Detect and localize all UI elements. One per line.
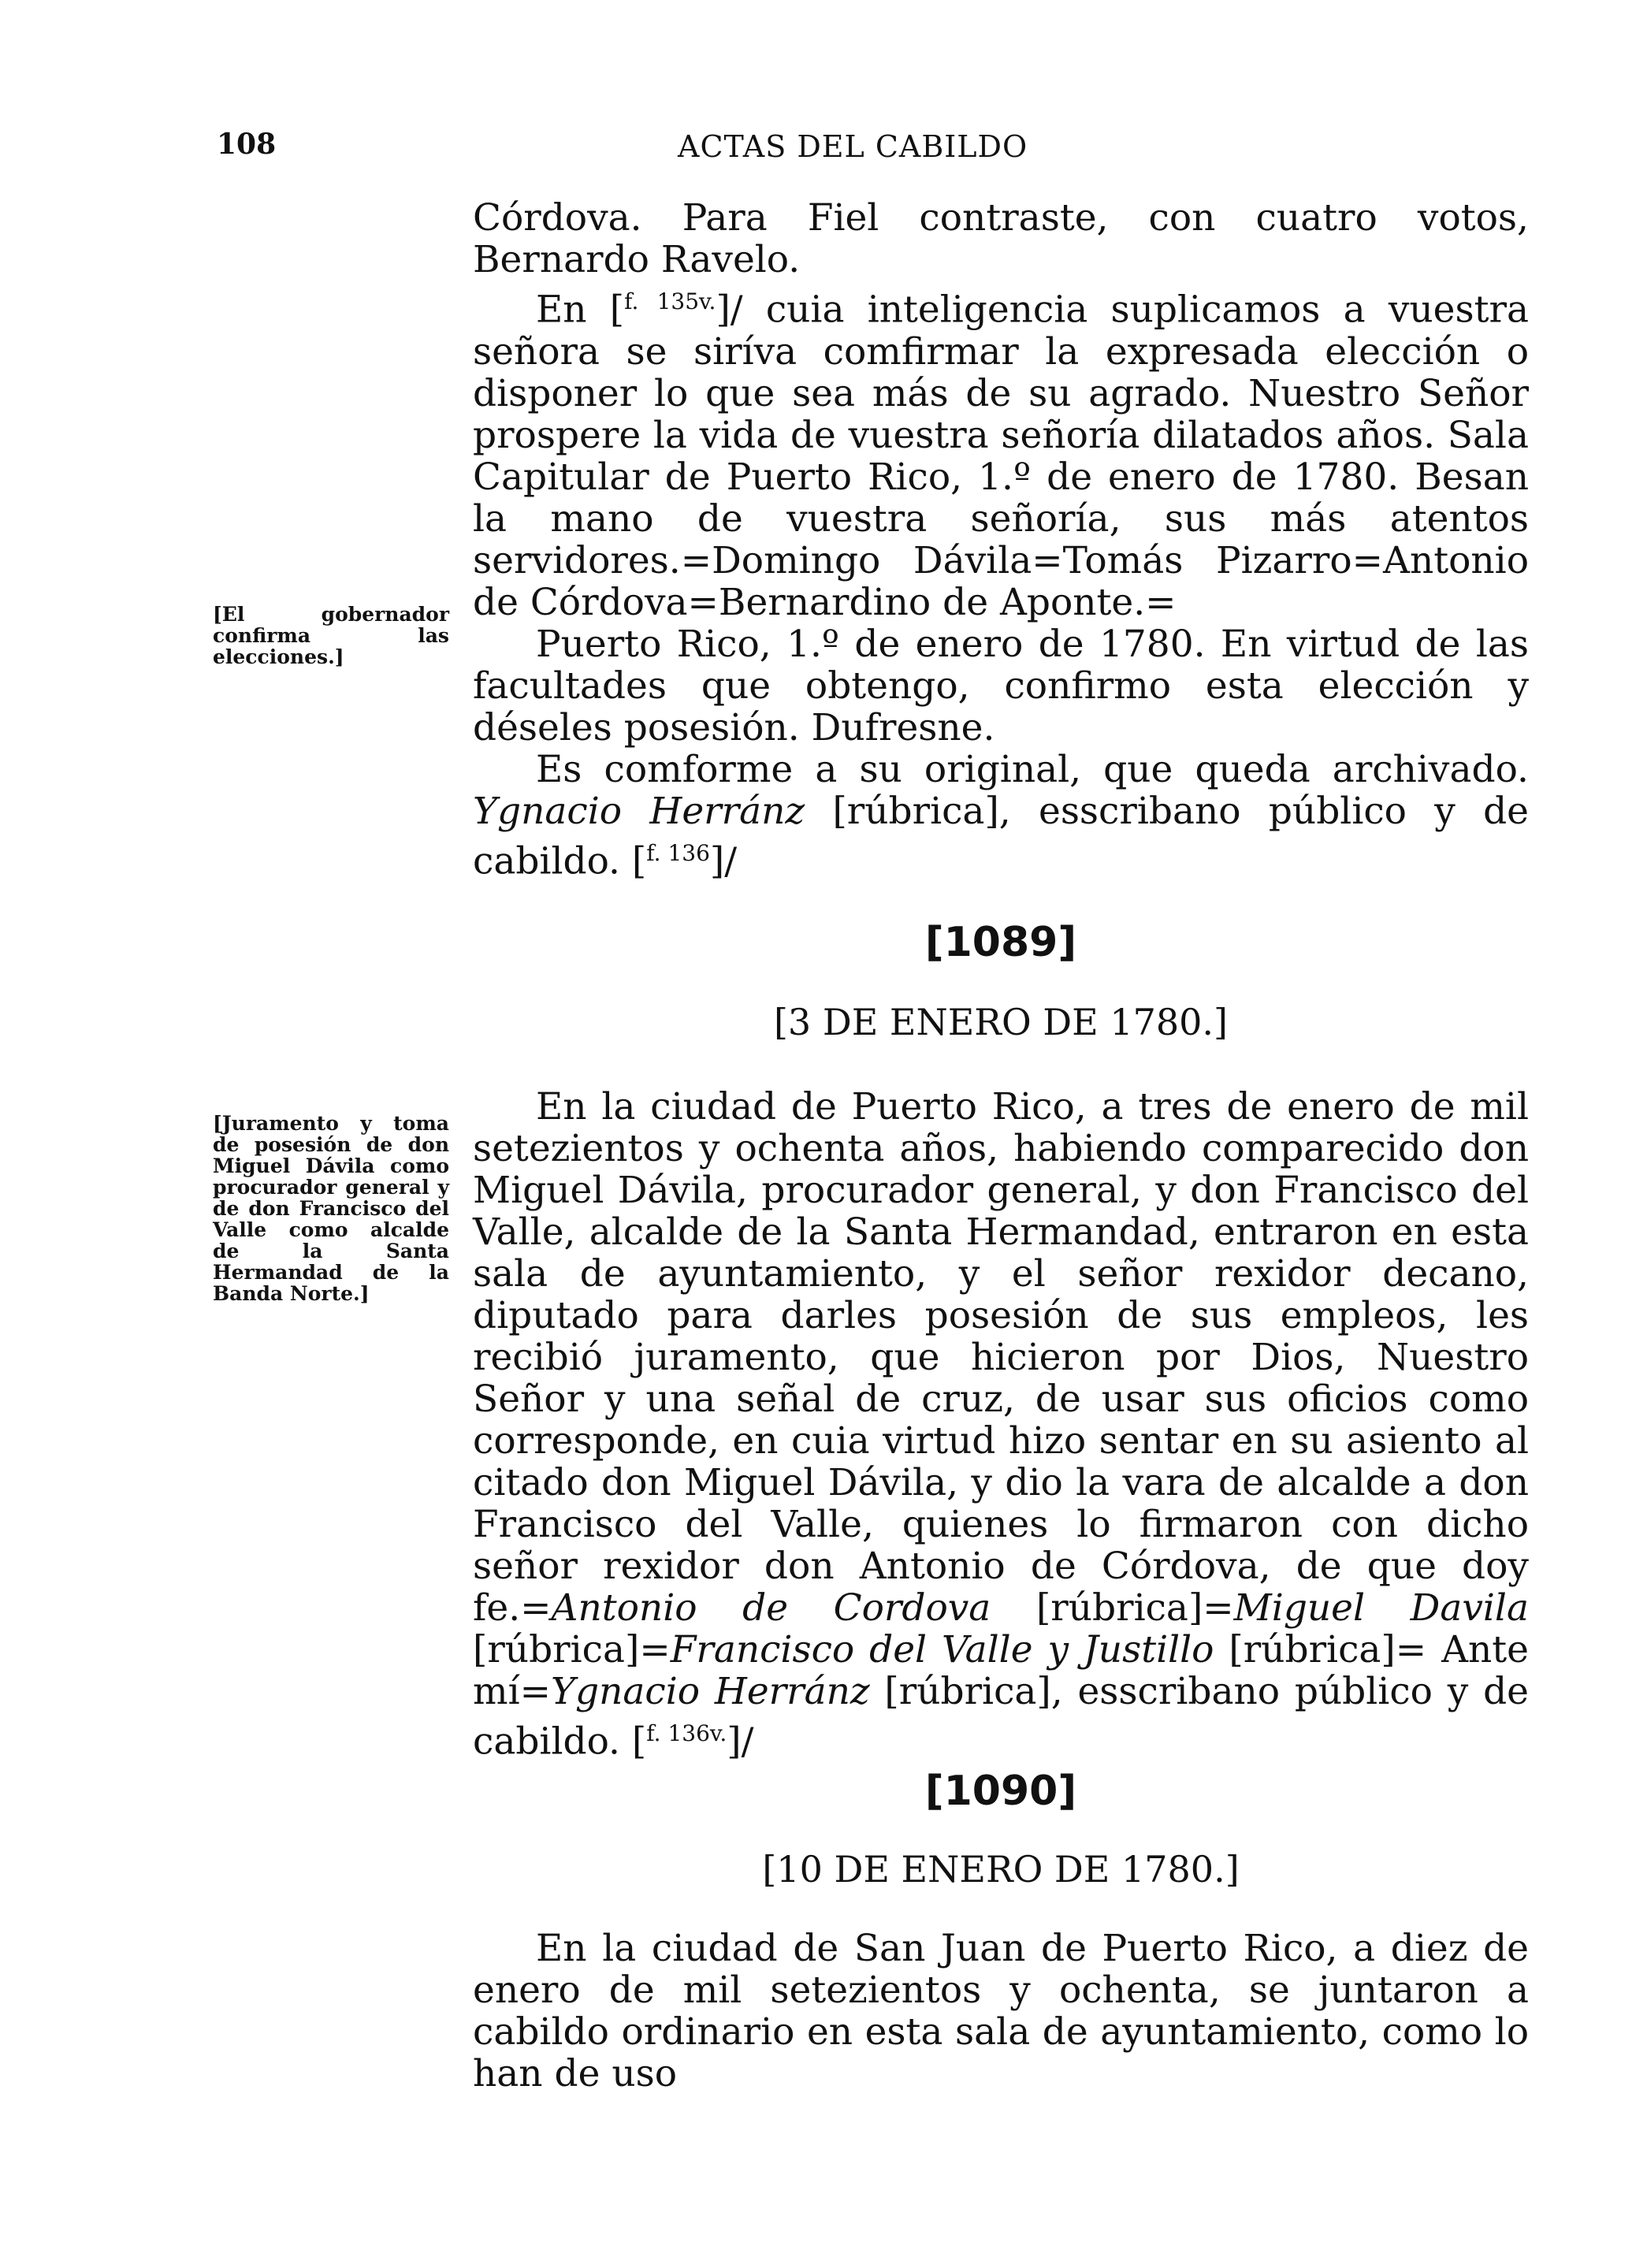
folio-mark: f. 135v. [624, 288, 716, 314]
paragraph: En [$^{f. 135v.}$]/ cuia inteligencia suplicamos a vuestra señora se siríva comfirmar la expresada elección o disponer lo que sea más de su agrado. Nuestro Señor prospere la vida de vuestra señoría dilatados años. Sala Capitular de Puerto Rico, 1.º de enero de 1780. Besan la mano de vuestra señoría, sus más atentos servidores.=Domingo Dávila=Tomás Pizarro=Antonio de Córdova=Bernardino de Aponte.= [473, 288, 1529, 624]
signature: Ygnacio Herránz [473, 789, 805, 833]
entry-text-1089 [473, 1086, 1529, 1763]
entry-date-1089: [3 DE ENERO DE 1780.] [773, 1001, 1228, 1043]
signature: Antonio de Cordova [551, 1586, 991, 1630]
entry-date-1090: [10 DE ENERO DE 1780.] [762, 1848, 1240, 1891]
running-head: ACTAS DEL CABILDO [678, 129, 1028, 164]
paragraph: Es comforme a su original, que queda archivado. Ygnacio Herránz [rúbrica], esscribano público y de cabildo. [$^{f. 136}$]/ [473, 747, 1529, 883]
paragraph: Córdova. Para Fiel contraste, con cuatro votos, Bernardo Ravelo. [473, 196, 1529, 281]
paragraph: En la ciudad de San Juan de Puerto Rico, a diez de enero de mil setezientos y ochenta, se juntaron a cabildo ordinario en esta sala de ayuntamiento, como lo han de uso [473, 1927, 1529, 2095]
margin-note-governor: [El gobernador confirma las elecciones.] [213, 603, 449, 668]
signature: Miguel Davila [1233, 1586, 1529, 1630]
paragraph: Puerto Rico, 1.º de enero de 1780. En virtud de las facultades que obtengo, confirmo esta elección y déseles posesión. Dufresne. [473, 622, 1529, 749]
signature: Ygnacio Herránz [550, 1670, 870, 1713]
entry-number-1090: [1090] [924, 1768, 1077, 1815]
continuation-text [473, 197, 1529, 882]
entry-number-1089: [1089] [924, 919, 1077, 966]
folio-mark: f. 136v. [646, 1720, 727, 1746]
entry-text-1090 [473, 1928, 1529, 2095]
paragraph: En la ciudad de Puerto Rico, a tres de enero de mil setezientos y ochenta años, habiendo comparecido don Miguel Dávila, procurador general, y don Francisco del Valle, alcalde de la Santa Hermandad, entraron en esta sala de ayuntamiento, y el señor rexidor decano, diputado para darles posesión de sus empleos, les recibió juramento, que hicieron por Dios, Nuestro Señor y una señal de cruz, de usar sus oficios como corresponde, en cuia virtud hizo sentar en su asiento al citado don Miguel Dávila, y dio la vara de alcalde a don Francisco del Valle, quienes lo firmaron con dicho señor rexidor don Antonio de Córdova, de que doy fe.=Antonio de Cordova [rúbrica]=Miguel Davila [rúbrica]=Francisco del Valle y Justillo [rúbrica]= Ante mí=Ygnacio Herránz [rúbrica], esscribano público y de cabildo. [$^{f. 136v.}$]/ [473, 1085, 1529, 1764]
margin-note-oath: [Juramento y toma de posesión de don Miguel Dávila como procurador general y de don Francisco del Valle como alcalde de la Santa Hermandad de la Banda Norte.] [213, 1112, 449, 1305]
folio-mark: f. 136 [646, 839, 710, 866]
signature: Francisco del Valle y Justillo [670, 1628, 1214, 1671]
page-number: 108 [217, 128, 277, 161]
